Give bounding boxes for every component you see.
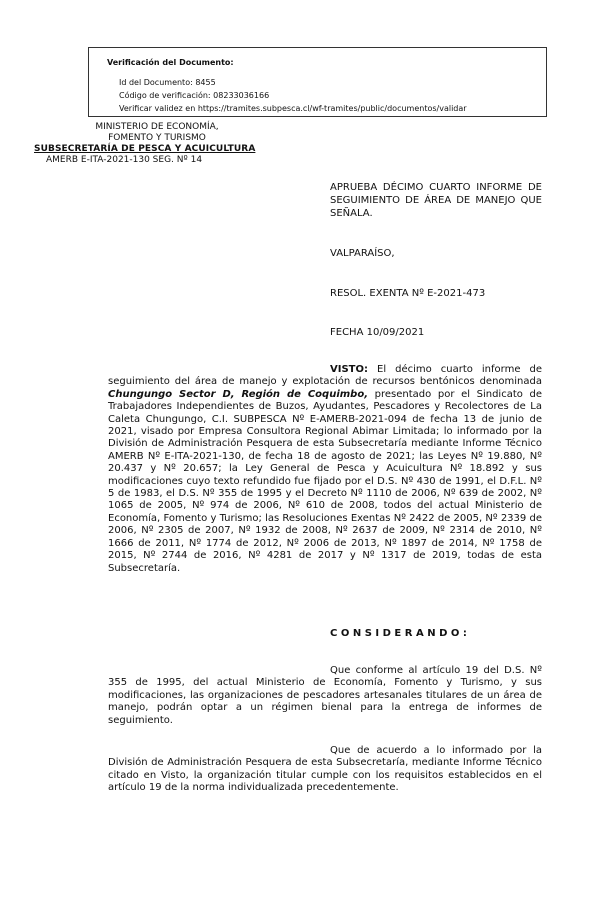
visto-label: VISTO: <box>330 364 368 375</box>
verification-code: • Código de verificación: 08233036166 <box>119 89 536 102</box>
visto-text-1: El décimo cuarto informe de seguimiento del área de manejo y explotación de recursos bentónicos denominada <box>108 364 542 388</box>
ministry-line-2: FOMENTO Y TURISMO <box>108 133 206 143</box>
verification-box <box>88 47 547 117</box>
considerando-heading: CONSIDERANDO: <box>330 628 471 639</box>
considerando-paragraph-1 <box>108 665 542 727</box>
verification-title: Verificación del Documento: <box>107 58 234 67</box>
paragraph-2-text: Que de acuerdo a lo informado por la División de Administración Pesquera de esta Subsecretaría, mediante Informe Técnico citado en Visto, la organización titular cumple con los requisitos establecidos en el artículo 19 de la norma individualizada precedentemente. <box>108 745 542 794</box>
visto-text-2: presentado por el Sindicato de Trabajadores Independientes de Buzos, Ayudantes, Pescadores y Recolectores de La Caleta Chungungo, C.I. SUBPESCA Nº E-AMERB-2021-094 de fecha 13 de junio de 2021, visado por Empresa Consultora Regional Abimar Limitada; lo informado por la División de Administración Pesquera de esta Subsecretaría mediante Informe Técnico AMERB Nº E-ITA-2021-130, de fecha 18 de agosto de 2021; las Leyes Nº 19.880, Nº 20.437 y Nº 20.657; la Ley General de Pesca y Acuicultura Nº 18.892 y sus modificaciones cuyo texto refundido fue fijado por el D.S. Nº 430 de 1991, el D.F.L. Nº 5 de 1983, el D.S. Nº 355 de 1995 y el Decreto Nº 1110 de 2006, Nº 639 de 2002, Nº 1065 de 2005, Nº 974 de 2006, Nº 610 de 2008, todos del actual Ministerio de Economía, Fomento y Turismo; las Resoluciones Exentas Nº 2422 de 2005, Nº 2339 de 2006, Nº 2305 de 2007, Nº 1932 de 2008, Nº 2637 de 2009, Nº 2314 de 2010, Nº 1666 de 2011, Nº 1774 de 2012, Nº 2006 de 2013, Nº 1897 de 2014, Nº 1758 de 2015, Nº 2744 de 2016, Nº 4281 de 2017 y Nº 1317 de 2019, todas de esta Subsecretaría. <box>108 388 542 574</box>
ministry-line-1: MINISTERIO DE ECONOMÍA, <box>95 122 219 132</box>
place: VALPARAÍSO, <box>330 248 395 259</box>
subsecretaria-name: SUBSECRETARÍA DE PESCA Y ACUICULTURA <box>34 144 256 154</box>
resolution-title: APRUEBA DÉCIMO CUARTO INFORME DE SEGUIMIENTO DE ÁREA DE MANEJO QUE SEÑALA. <box>330 182 542 219</box>
area-name: Chungungo Sector D, Región de Coquimbo, <box>108 388 369 400</box>
paragraph-1-text: Que conforme al artículo 19 del D.S. Nº 355 de 1995, del actual Ministerio de Economía, Fomento y Turismo, y sus modificaciones, las organizaciones de pescadores artesanales titulares de un área de manejo, podrán optar a un régimen bienal para la entrega de informes de seguimiento. <box>108 665 542 726</box>
verification-link[interactable]: • Verificar validez en https://tramites.subpesca.cl/wf-tramites/public/documentos/validar <box>119 102 536 115</box>
verification-list <box>107 76 536 115</box>
letterhead <box>26 122 296 166</box>
visto-paragraph <box>108 364 542 575</box>
resolution-number: RESOL. EXENTA Nº E-2021-473 <box>330 288 486 299</box>
reference-number: AMERB E-ITA-2021-130 SEG. Nº 14 <box>46 155 203 165</box>
considerando-paragraph-2 <box>108 745 542 795</box>
resolution-date: FECHA 10/09/2021 <box>330 327 425 338</box>
document-id: • Id del Documento: 8455 <box>119 76 536 89</box>
